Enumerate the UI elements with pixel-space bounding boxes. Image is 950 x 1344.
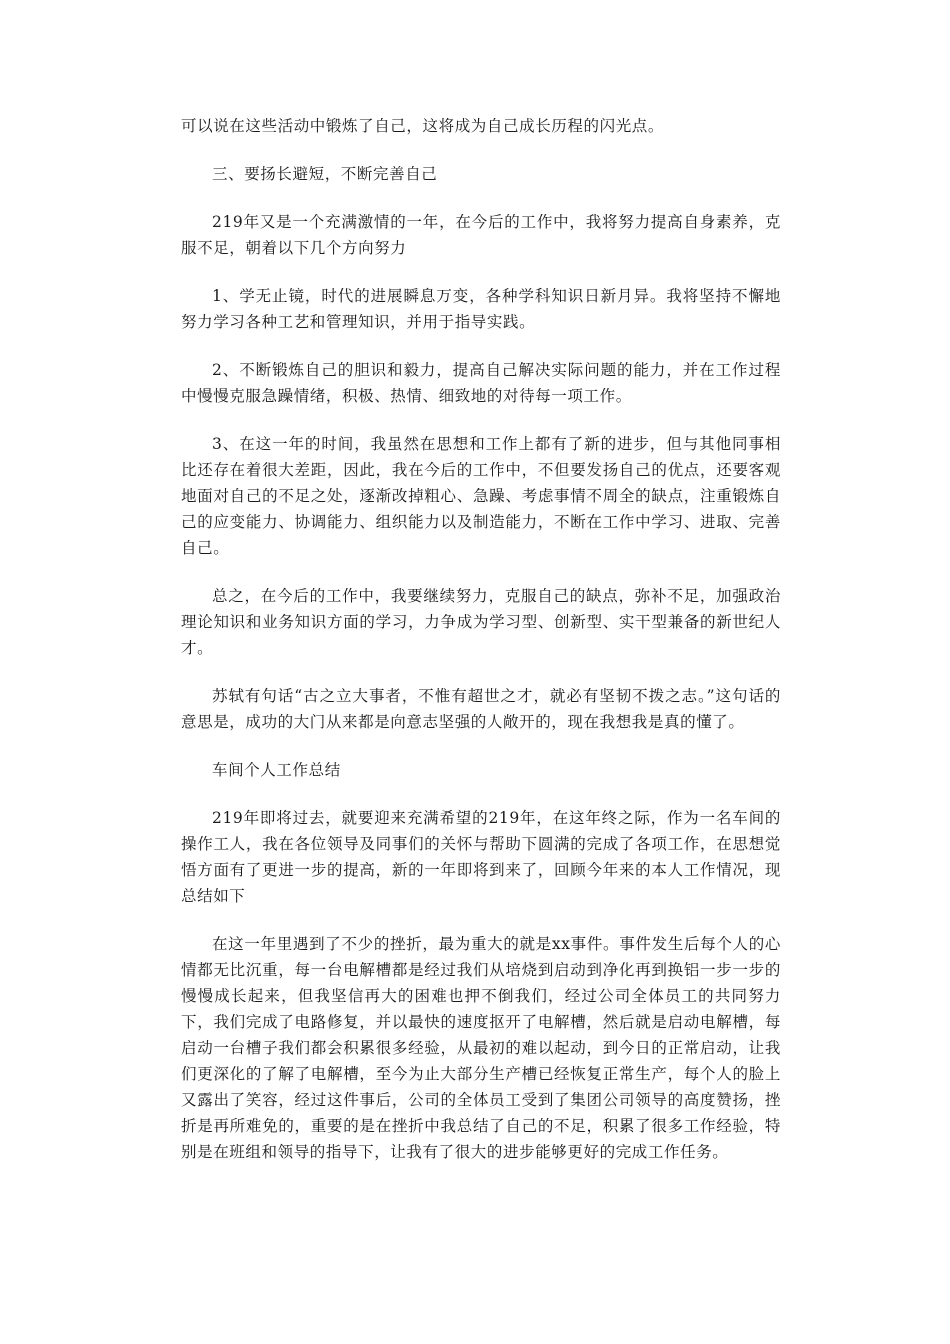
list-item-1: 1、学无止镜，时代的进展瞬息万变，各种学科知识日新月异。我将坚持不懈地努力学习各种工艺和管理知识，并用于指导实践。 — [181, 287, 781, 331]
list-item-3: 3、在这一年的时间，我虽然在思想和工作上都有了新的进步，但与其他同事相比还存在着很大差距，因此，我在今后的工作中，不但要发扬自己的优点，还要客观地面对自己的不足之处，逐渐改掉粗心、急躁、考虑事情不周全的缺点，注重锻炼自己的应变能力、协调能力、组织能力以及制造能力，不断在工作中学习、进取、完善自己。 — [181, 435, 781, 557]
list-item-2: 2、不断锻炼自己的胆识和毅力，提高自己解决实际问题的能力，并在工作过程中慢慢克服急躁情绪，积极、热情、细致地的对待每一项工作。 — [181, 361, 781, 405]
paragraph-workshop-body: 在这一年里遇到了不少的挫折，最为重大的就是xx事件。事件发生后每个人的心情都无比沉重，每一台电解槽都是经过我们从培烧到启动到净化再到换铝一步一步的慢慢成长起来，但我坚信再大的困难也押不倒我们，经过公司全体员工的共同努力下，我们完成了电路修复，并以最快的速度抠开了电解槽，然后就是启动电解槽，每启动一台槽子我们都会积累很多经验，从最初的难以起动，到今日的正常启动，让我们更深化的了解了电解槽，至今为止大部分生产槽已经恢复正常生产，每个人的脸上又露出了笑容，经过这件事后，公司的全体员工受到了集团公司领导的高度赞扬，挫折是再所难免的，重要的是在挫折中我总结了自己的不足，积累了很多工作经验，特别是在班组和领导的指导下，让我有了很大的进步能够更好的完成工作任务。 — [181, 935, 781, 1161]
section-heading-three: 三、要扬长避短，不断完善自己 — [212, 165, 438, 183]
paragraph-intro: 219年又是一个充满激情的一年，在今后的工作中，我将努力提高自身素养，克服不足，朝着以下几个方向努力 — [181, 213, 781, 257]
paragraph-continuation: 可以说在这些活动中锻炼了自己，这将成为自己成长历程的闪光点。 — [181, 117, 665, 135]
paragraph-summary: 总之，在今后的工作中，我要继续努力，克服自己的缺点，弥补不足，加强政治理论知识和业务知识方面的学习，力争成为学习型、创新型、实干型兼备的新世纪人才。 — [181, 587, 781, 657]
section-heading-workshop: 车间个人工作总结 — [212, 761, 341, 779]
paragraph-workshop-intro: 219年即将过去，就要迎来充满希望的219年，在这年终之际，作为一名车间的操作工人，我在各位领导及同事们的关怀与帮助下圆满的完成了各项工作，在思想觉悟方面有了更进一步的提高，新的一年即将到来了，回顾今年来的本人工作情况，现总结如下 — [181, 809, 781, 905]
paragraph-quote: 苏轼有句话“古之立大事者，不惟有超世之才，就必有坚韧不拨之志。”这句话的意思是，成功的大门从来都是向意志坚强的人敞开的，现在我想我是真的懂了。 — [181, 687, 781, 731]
document-page — [181, 113, 781, 1187]
